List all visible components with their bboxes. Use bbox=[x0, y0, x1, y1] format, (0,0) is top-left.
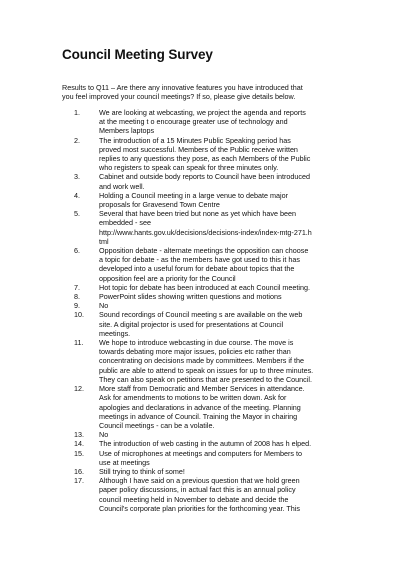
answer-number: 9. bbox=[74, 301, 80, 311]
answer-number: 6. bbox=[74, 246, 80, 256]
answer-item bbox=[62, 209, 362, 246]
intro-line: you feel improved your council meetings? If so, please give details below. bbox=[62, 92, 296, 102]
answer-text-line: Several that have been tried but none as yet which have been bbox=[99, 209, 296, 219]
answer-item bbox=[62, 439, 362, 448]
answer-item bbox=[62, 246, 362, 283]
answer-text-line: opposition feel are a priority for the Council bbox=[99, 273, 236, 283]
answer-number: 2. bbox=[74, 135, 80, 145]
answer-text-line: developed into a useful forum for debate about topics that the bbox=[99, 264, 295, 274]
answer-number: 7. bbox=[74, 282, 80, 292]
answer-item bbox=[62, 191, 362, 209]
answer-text-line: use at meetings bbox=[99, 457, 150, 467]
answer-number: 15. bbox=[74, 448, 84, 458]
answer-item bbox=[62, 310, 362, 338]
intro-paragraph bbox=[62, 83, 362, 101]
answer-text-line: Council meetings - can be a volatile. bbox=[99, 420, 215, 430]
answer-text-line: They can also speak on petitions that are presented to the Council. bbox=[99, 374, 312, 384]
answer-text-line: embedded - see bbox=[99, 218, 151, 228]
intro-line: Results to Q11 – Are there any innovative features you have introduced that bbox=[62, 83, 303, 92]
answer-text-line: concentrating on decisions made by committees. Members if the bbox=[99, 356, 304, 366]
answer-text-line: Ask for amendments to motions to be written down. Ask for bbox=[99, 393, 287, 403]
answer-text-line: and work well. bbox=[99, 181, 145, 191]
answer-text-line: Hot topic for debate has been introduced at each Council meeting. bbox=[99, 282, 310, 292]
answer-text-line: More staff from Democratic and Member Services in attendance. bbox=[99, 384, 305, 394]
answer-number: 5. bbox=[74, 209, 80, 219]
answer-text-line: replies to any questions they pose, as each Members of the Public bbox=[99, 154, 311, 164]
answer-item bbox=[62, 430, 362, 439]
answer-number: 12. bbox=[74, 384, 84, 394]
answer-text-line: public are able to attend to speak on issues for up to three minutes. bbox=[99, 365, 314, 375]
answer-item bbox=[62, 172, 362, 190]
answer-number: 17. bbox=[74, 476, 84, 486]
answer-text-line: Opposition debate - alternate meetings the opposition can choose bbox=[99, 246, 309, 256]
answer-number: 10. bbox=[74, 310, 84, 320]
answer-text-line: No bbox=[99, 301, 109, 311]
answer-text-line: Still trying to think of some! bbox=[99, 466, 185, 476]
answer-item bbox=[62, 136, 362, 173]
answer-text-line: Holding a Council meeting in a large venue to debate major bbox=[99, 190, 288, 200]
answer-text-line: Although I have said on a previous question that we hold green bbox=[99, 476, 300, 486]
answer-text-line: apologies and declarations in advance of the meeting. Planning bbox=[99, 402, 301, 412]
answer-item bbox=[62, 301, 362, 310]
answer-item bbox=[62, 292, 362, 301]
answer-text-line: council meeting held in November to debate and decide the bbox=[99, 494, 289, 504]
answer-text-line: at the meeting t o encourage greater use of technology and bbox=[99, 117, 288, 127]
answer-text-line: No bbox=[99, 430, 109, 440]
answer-text-line: Members laptops bbox=[99, 126, 155, 136]
answer-text-line: http://www.hants.gov.uk/decisions/decisions-index/index-mtg-271.h bbox=[99, 227, 312, 237]
answer-text-line: Cabinet and outside body reports to Council have been introduced bbox=[99, 172, 310, 182]
answer-text-line: site. A digital projector is used for presentations at Council bbox=[99, 319, 284, 329]
answer-item bbox=[62, 384, 362, 430]
answer-text-line: We hope to introduce webcasting in due course. The move is bbox=[99, 338, 294, 348]
answer-item bbox=[62, 449, 362, 467]
answer-text-line: paper policy discussions, in actual fact this is an annual policy bbox=[99, 485, 296, 495]
answer-item bbox=[62, 338, 362, 384]
answers-list bbox=[62, 108, 362, 513]
answer-text-line: towards debating more major issues, policies etc rather than bbox=[99, 347, 291, 357]
answer-item bbox=[62, 108, 362, 136]
answer-number: 13. bbox=[74, 430, 84, 440]
answer-text-line: Use of microphones at meetings and computers for Members to bbox=[99, 448, 302, 458]
answer-text-line: meetings. bbox=[99, 328, 131, 338]
answer-number: 14. bbox=[74, 439, 84, 449]
answer-number: 3. bbox=[74, 172, 80, 182]
answer-item bbox=[62, 283, 362, 292]
page-title: Council Meeting Survey bbox=[62, 47, 213, 62]
answer-text-line: The introduction of web casting in the autumn of 2008 has h elped. bbox=[99, 439, 312, 449]
answer-text-line: Council's corporate plan priorities for the forthcoming year. This bbox=[99, 503, 300, 513]
answer-text-line: Sound recordings of Council meeting s are available on the web bbox=[99, 310, 303, 320]
answer-text-line: We are looking at webcasting, we project the agenda and reports bbox=[99, 108, 306, 117]
answer-text-line: The introduction of a 15 Minutes Public Speaking period has bbox=[99, 135, 291, 145]
answer-text-line: proposals for Gravesend Town Centre bbox=[99, 200, 220, 210]
answer-number: 11. bbox=[74, 338, 84, 348]
answer-text-line: proved most successful. Members of the Public receive written bbox=[99, 144, 298, 154]
answer-text-line: who registers to speak can speak for three minutes only. bbox=[99, 163, 279, 173]
answer-text-line: meetings in advance of Council. Training the Mayor in chairing bbox=[99, 411, 298, 421]
answer-item bbox=[62, 467, 362, 476]
answer-number: 8. bbox=[74, 292, 80, 302]
answer-number: 16. bbox=[74, 466, 84, 476]
answer-text-line: PowerPoint slides showing written questions and motions bbox=[99, 292, 282, 302]
answer-number: 1. bbox=[74, 108, 80, 117]
answer-number: 4. bbox=[74, 190, 80, 200]
answer-item bbox=[62, 476, 362, 513]
answer-text-line: a topic for debate - as the members have got used to this it has bbox=[99, 255, 300, 265]
answer-text-line: tml bbox=[99, 236, 109, 246]
